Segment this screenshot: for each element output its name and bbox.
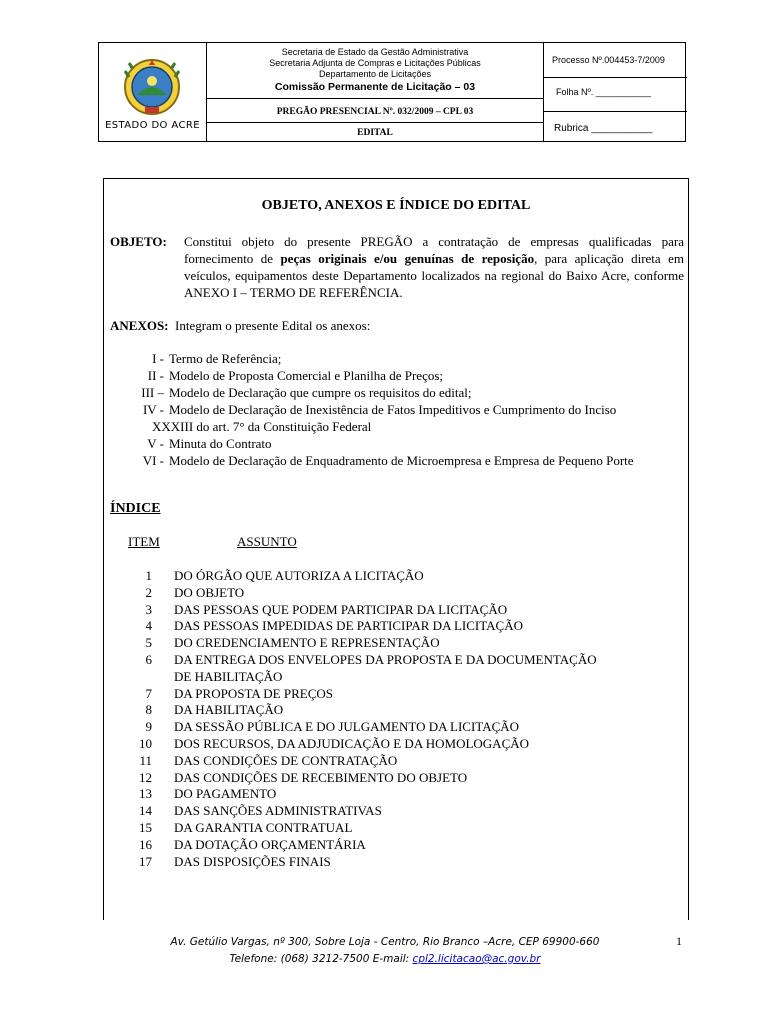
index-item-title: DAS DISPOSIÇÕES FINAIS bbox=[174, 853, 331, 869]
annex-number: II - bbox=[147, 368, 164, 383]
page-title: OBJETO, ANEXOS E ÍNDICE DO EDITAL bbox=[261, 198, 531, 213]
index-item-number: 8 bbox=[145, 702, 152, 718]
index-item-title: DA GARANTIA CONTRATUAL bbox=[174, 820, 353, 835]
index-item-number: 9 bbox=[145, 719, 152, 735]
objeto-text bbox=[184, 233, 684, 301]
footer-address: Av. Getúlio Vargas, nº 300, Sobre Loja - Centro, Rio Branco –Acre, CEP 69900-660 bbox=[170, 936, 600, 948]
indice-heading: ÍNDICE bbox=[110, 501, 161, 516]
footer-contact bbox=[0, 951, 770, 968]
annex-text: Termo de Referência; bbox=[169, 351, 282, 366]
annex-item bbox=[126, 435, 272, 452]
index-item-title: DAS CONDIÇÕES DE CONTRATAÇÃO bbox=[174, 752, 398, 768]
control-cell bbox=[543, 43, 687, 141]
annex-text: Modelo de Declaração de Inexistência de Fatos Impeditivos e Cumprimento do Inciso bbox=[169, 402, 617, 417]
objeto-text-pre: Constitui objeto do presente PREGÃO a contratação de empresas qualificadas para fornecimento de bbox=[184, 234, 684, 266]
folha-field: Folha Nº. ___________ bbox=[556, 87, 651, 97]
departamento-line: Departamento de Licitações bbox=[318, 69, 432, 79]
processo-number: Processo Nº.004453-7/2009 bbox=[552, 55, 665, 65]
annex-item bbox=[152, 418, 371, 435]
annex-number: I - bbox=[152, 351, 164, 366]
index-item-number: 6 bbox=[145, 652, 152, 667]
document-header bbox=[98, 42, 686, 142]
index-item-number: 16 bbox=[139, 836, 152, 852]
index-item-title: DO ÓRGÃO QUE AUTORIZA A LICITAÇÃO bbox=[174, 568, 424, 583]
secretaria-adjunta-line: Secretaria Adjunta de Compras e Licitações Públicas bbox=[269, 58, 481, 68]
index-item-number: 11 bbox=[139, 752, 152, 768]
index-item-number: 13 bbox=[139, 786, 152, 802]
secretaria-line: Secretaria de Estado da Gestão Administrativa bbox=[281, 47, 469, 57]
index-column-item: ITEM bbox=[128, 534, 160, 549]
index-item-title: DOS RECURSOS, DA ADJUDICAÇÃO E DA HOMOLOGAÇÃO bbox=[174, 736, 530, 751]
divider bbox=[544, 111, 687, 112]
index-item-title: DAS PESSOAS QUE PODEM PARTICIPAR DA LICITAÇÃO bbox=[174, 601, 508, 617]
annex-text: Modelo de Declaração de Enquadramento de Microempresa e Empresa de Pequeno Porte bbox=[169, 453, 634, 468]
annex-text: XXXIII do art. 7° da Constituição Federal bbox=[152, 419, 372, 434]
edital-line: EDITAL bbox=[357, 128, 393, 138]
page-number: 1 bbox=[676, 934, 682, 948]
index-item-number: 10 bbox=[139, 736, 152, 751]
annex-number: IV - bbox=[142, 402, 164, 417]
state-label: ESTADO DO ACRE bbox=[105, 120, 200, 131]
index-column-assunto: ASSUNTO bbox=[237, 534, 297, 549]
page-footer bbox=[0, 934, 770, 968]
index-item-title: DAS PESSOAS IMPEDIDAS DE PARTICIPAR DA LICITAÇÃO bbox=[174, 618, 524, 634]
index-item-number: 15 bbox=[139, 820, 152, 835]
annex-item bbox=[126, 401, 616, 418]
index-item-number: 12 bbox=[139, 769, 152, 785]
footer-phone: Telefone: (068) 3212-7500 E-mail: bbox=[229, 953, 413, 965]
index-item-number: 3 bbox=[145, 601, 152, 617]
index-item-number: 2 bbox=[145, 584, 152, 600]
index-item-title: DO CREDENCIAMENTO E REPRESENTAÇÃO bbox=[174, 635, 440, 651]
annex-number: III – bbox=[141, 385, 164, 400]
index-item-title: DAS SANÇÕES ADMINISTRATIVAS bbox=[174, 803, 382, 819]
logo-cell bbox=[99, 43, 207, 141]
anexos-paragraph bbox=[110, 317, 370, 334]
annex-text: Modelo de Declaração que cumpre os requisitos do edital; bbox=[169, 385, 472, 400]
index-item-title: DAS CONDIÇÕES DE RECEBIMENTO DO OBJETO bbox=[174, 769, 468, 785]
index-item-number: 5 bbox=[145, 635, 152, 651]
objeto-label: OBJETO: bbox=[110, 234, 167, 249]
annex-item bbox=[126, 452, 634, 469]
acre-coat-of-arms-icon bbox=[123, 57, 181, 117]
index-item-number: 14 bbox=[139, 803, 152, 819]
index-item-title: DO PAGAMENTO bbox=[174, 786, 277, 802]
index-item-title: DE HABILITAÇÃO bbox=[174, 668, 283, 684]
pregao-line: PREGÃO PRESENCIAL Nº. 032/2009 – CPL 03 bbox=[207, 101, 543, 123]
annex-text: Modelo de Proposta Comercial e Planilha de Preços; bbox=[169, 368, 444, 383]
divider bbox=[544, 77, 687, 78]
annex-number: V - bbox=[147, 436, 164, 451]
index-item-title: DO OBJETO bbox=[174, 584, 245, 600]
index-item-title: DA SESSÃO PÚBLICA E DO JULGAMENTO DA LICITAÇÃO bbox=[174, 719, 520, 735]
annex-item bbox=[126, 367, 443, 384]
annex-item bbox=[126, 384, 472, 401]
footer-email-link[interactable]: cpl2.licitacao@ac.gov.br bbox=[412, 953, 541, 965]
content-box bbox=[103, 178, 689, 920]
anexos-intro: Integram o presente Edital os anexos: bbox=[175, 318, 371, 333]
agency-block bbox=[207, 43, 543, 99]
index-item-title: DA HABILITAÇÃO bbox=[174, 702, 284, 718]
index-item-title: DA ENTREGA DOS ENVELOPES DA PROPOSTA E DA DOCUMENTAÇÃO bbox=[174, 652, 597, 667]
rubrica-field: Rubrica ___________ bbox=[554, 123, 653, 134]
index-item-number: 7 bbox=[145, 685, 152, 701]
index-item-number: 17 bbox=[139, 853, 152, 869]
anexos-label: ANEXOS: bbox=[110, 318, 169, 333]
index-item-title: DA DOTAÇÃO ORÇAMENTÁRIA bbox=[174, 836, 366, 852]
annex-text: Minuta do Contrato bbox=[169, 436, 272, 451]
objeto-text-post: , para aplicação direta em veículos, equipamentos deste Departamento localizados na regional do Baixo Acre, conforme ANEXO I – TERMO DE REFERÊNCIA. bbox=[184, 251, 684, 300]
comissao-line: Comissão Permanente de Licitação – 03 bbox=[274, 81, 476, 93]
objeto-text-bold: peças originais e/ou genuínas de reposição bbox=[280, 251, 535, 266]
annex-item bbox=[126, 350, 281, 367]
annex-number: VI - bbox=[142, 453, 164, 468]
index-item-title: DA PROPOSTA DE PREÇOS bbox=[174, 685, 333, 701]
index-item-number: 4 bbox=[145, 618, 152, 634]
index-item-number: 1 bbox=[145, 568, 152, 583]
